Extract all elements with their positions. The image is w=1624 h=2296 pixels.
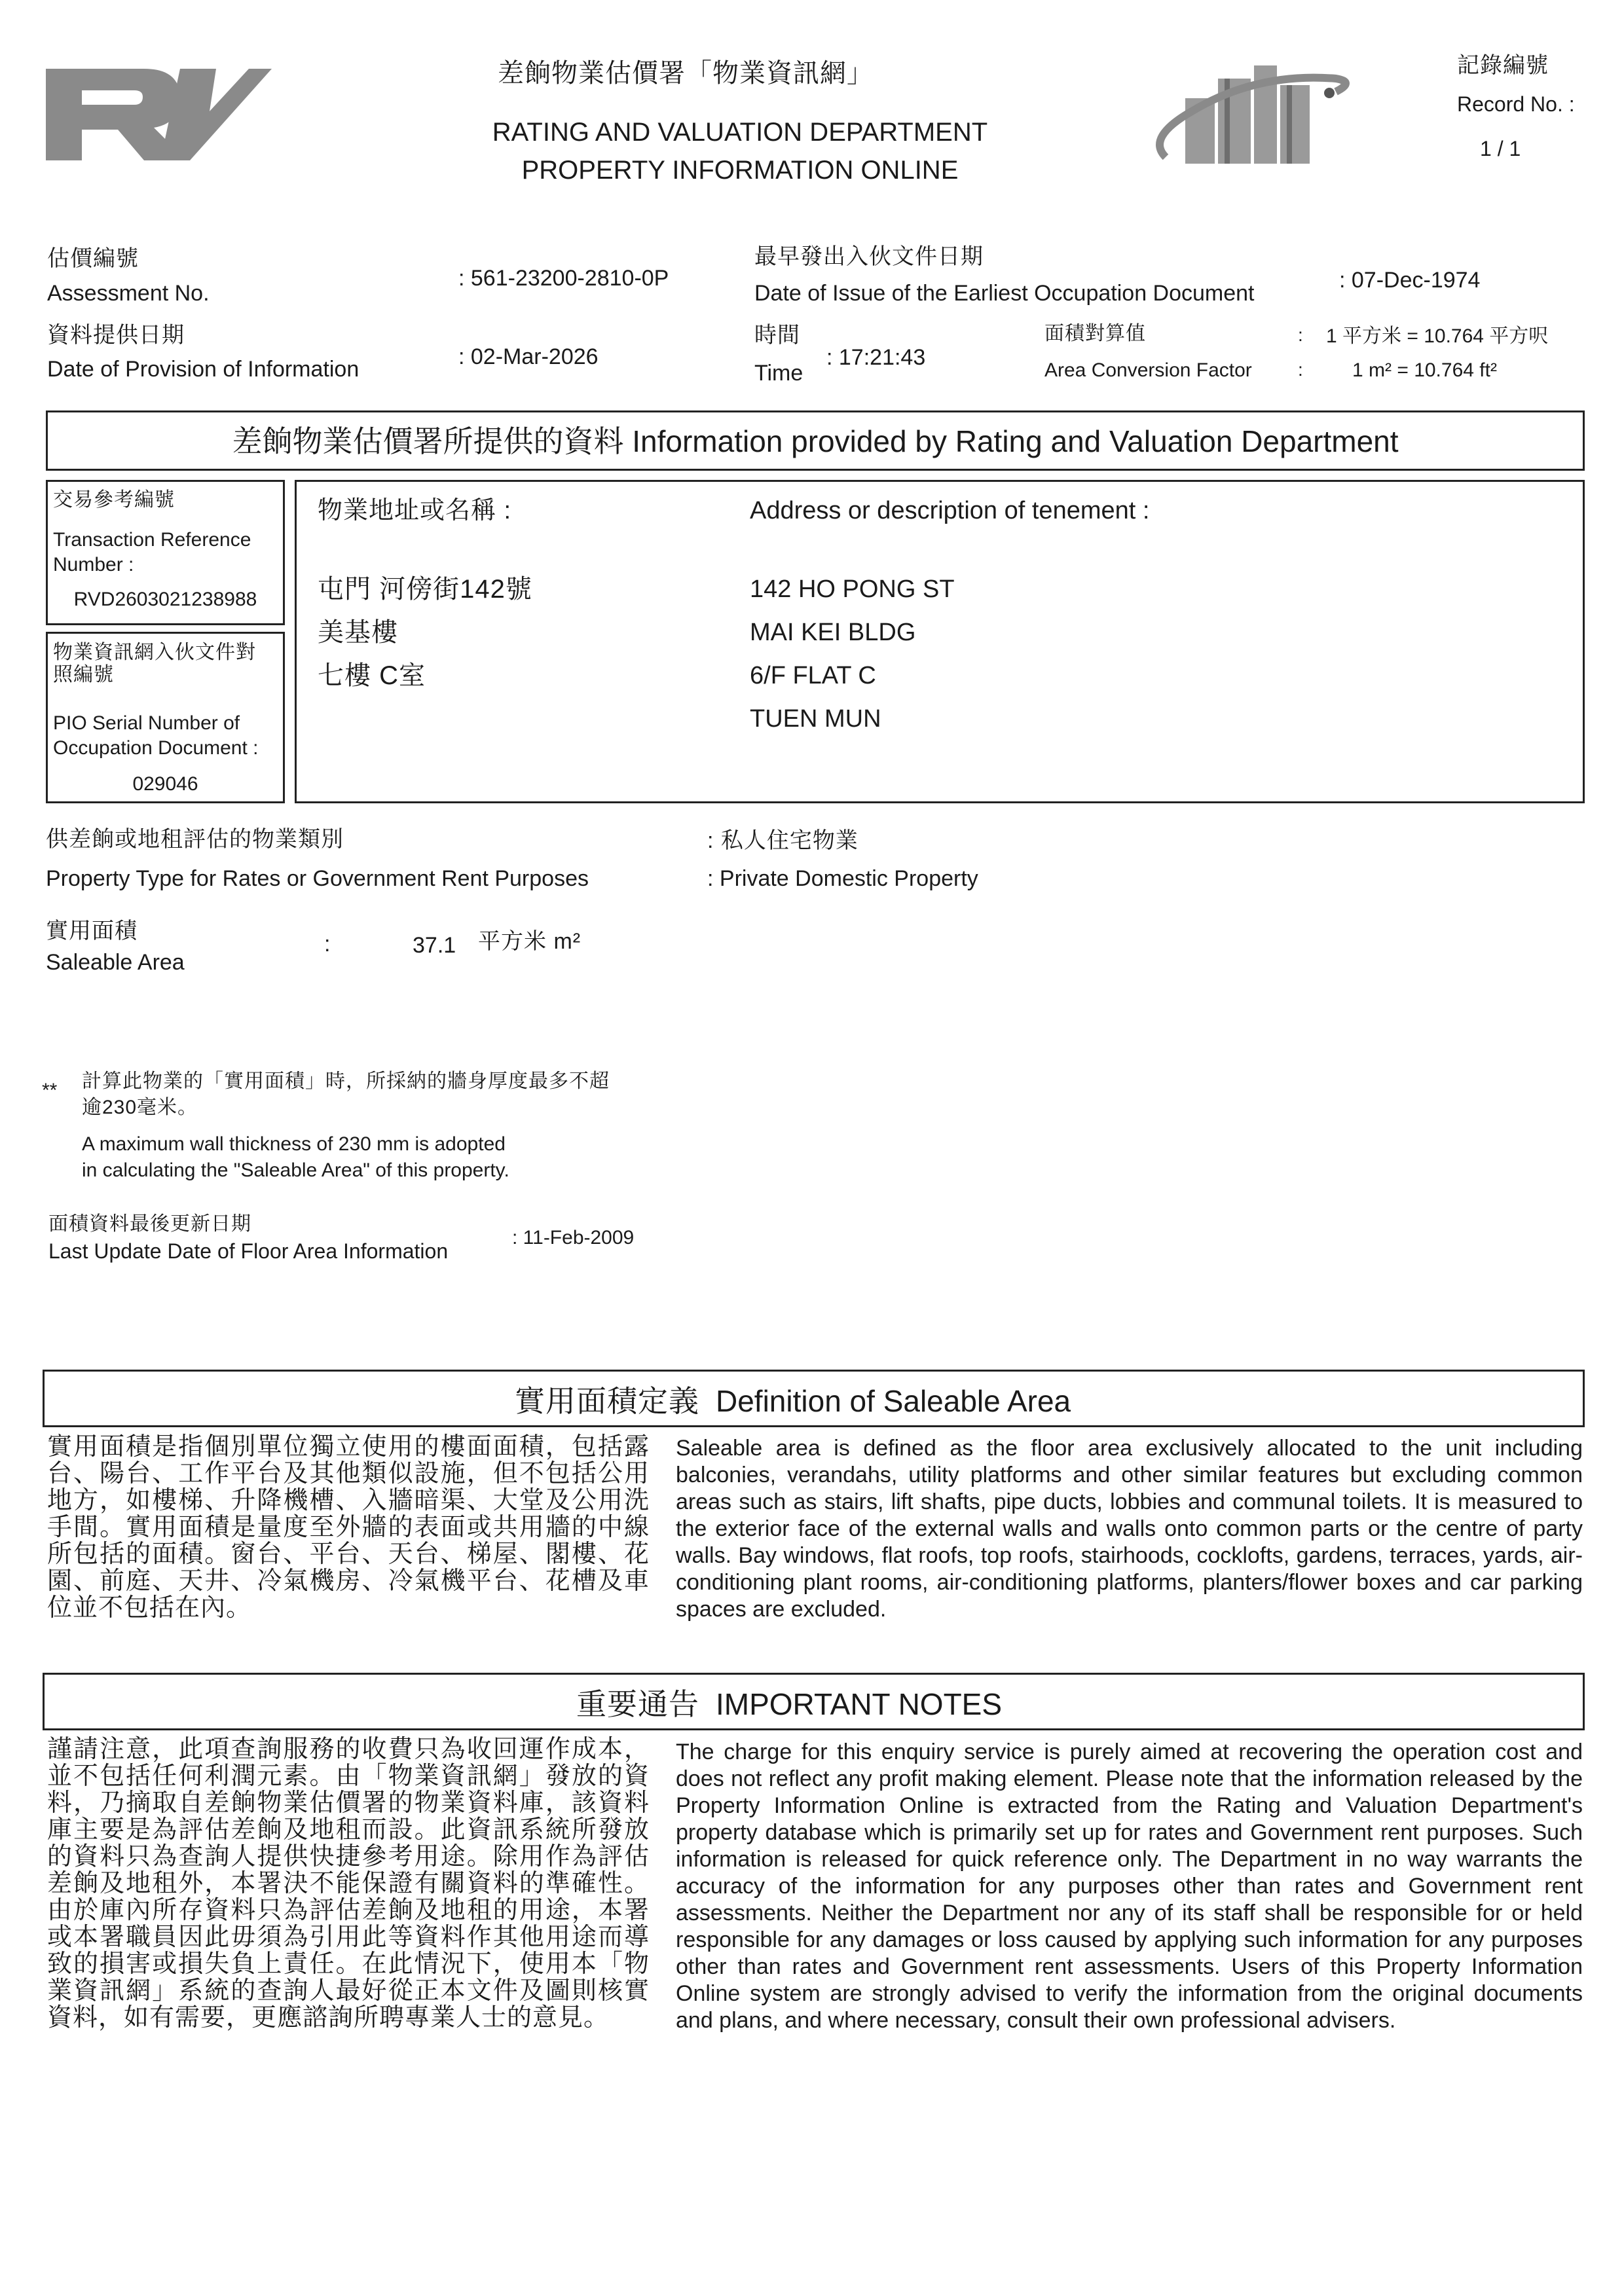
property-type-value-en: : Private Domestic Property [707,866,978,891]
saleable-area-label-zh: 實用面積 [46,919,138,943]
header-title-en-2: PROPERTY INFORMATION ONLINE [521,156,959,185]
provision-value: : 02-Mar-2026 [458,344,599,369]
record-label-en: Record No. : [1457,92,1575,116]
time-label-zh: 時間 [754,323,800,348]
address-en-line-3: 6/F FLAT C [750,662,876,689]
definition-title-en: Definition of Saleable Area [716,1384,1071,1418]
address-box [295,480,1585,803]
last-update-value: : 11-Feb-2009 [512,1227,635,1248]
property-type-label-en: Property Type for Rates or Government Rent Purposes [46,866,589,891]
occupation-label-zh: 最早發出入伙文件日期 [754,244,984,269]
saleable-area-label-en: Saleable Area [46,950,185,975]
record-value: 1 / 1 [1480,137,1521,160]
assessment-value: : 561-23200-2810-0P [458,266,669,291]
trn-label-zh: 交易參考編號 [53,489,175,511]
important-notes-title-en: IMPORTANT NOTES [716,1687,1003,1721]
assessment-label-en: Assessment No. [47,281,210,306]
occupation-value: : 07-Dec-1974 [1339,268,1481,293]
pio-label-zh: 物業資訊網入伙文件對照編號 [53,642,256,685]
saleable-area-unit: 平方米 m² [478,929,581,954]
definition-body-zh: 實用面積是指個別單位獨立使用的樓面面積，包括露台、陽台、工作平台及其他類似設施，但不包括公用地方，如樓梯、升降機槽、入牆暗渠、大堂及公用洗手間。實用面積是量度至外牆的表面或共用牆的中線所包括的面積。窗台、平台、天台、梯屋、閣樓、花園、前庭、天井、冷氣機房、冷氣機平台、花槽及車位並不包括在內。 [47,1433,650,1622]
wall-thickness-note-en-2: in calculating the "Saleable Area" of this property. [82,1159,509,1181]
definition-title-zh: 實用面積定義 [515,1384,699,1418]
pio-label-en: PIO Serial Number of Occupation Document : [53,712,259,759]
pio-value: 029046 [132,773,198,795]
provision-label-zh: 資料提供日期 [47,323,185,348]
saleable-area-colon: : [324,932,331,957]
note-stars: ** [42,1080,58,1101]
address-zh-line-2: 美基樓 [318,618,398,647]
section-rvd-title: 差餉物業估價署所提供的資料 Information provided by Rating and Valuation Department [232,424,1399,458]
header-title-en-1: RATING AND VALUATION DEPARTMENT [492,118,988,147]
address-zh-line-3: 七樓 C室 [318,661,426,690]
wall-thickness-note-en-1: A maximum wall thickness of 230 mm is adopted [82,1133,506,1155]
definition-body-en: Saleable area is defined as the floor area exclusively allocated to the unit including balconies, verandahs, utility platforms and other similar features but excluding common areas such as stairs, lift shafts, pipe ducts, lobbies and communal toilets. It is measured to the exterior face of the external walls and walls onto common parts or the centre of party walls. Bay windows, flat roofs, top roofs, stairhoods, cocklofts, gardens, terraces, yards, air-conditioning plant rooms, air-conditioning platforms, planters/flower boxes and car parking spaces are excluded. [676,1436,1583,1622]
definition-header [43,1370,1585,1427]
record-label-zh: 記錄編號 [1457,53,1549,78]
important-notes-header [43,1673,1585,1730]
trn-label-en: Transaction Reference Number : [53,529,251,575]
important-notes-body-zh: 謹請注意，此項查詢服務的收費只為收回運作成本，並不包括任何利潤元素。由「物業資訊網」發放的資料，乃摘取自差餉物業估價署的物業資料庫，該資料庫主要是為評估差餉及地租而設。此資訊系統所發放的資料只為查詢人提供快捷參考用途。除用作為評估差餉及地租外，本署決不能保證有關資料的準確性。由於庫內所存資料只為評估差餉及地租的用途，本署或本署職員因此毋須為引用此等資料作其他用途而導致的損害或損失負上責任。在此情況下，使用本「物業資訊網」系統的查詢人最好從正本文件及圖則核實資料，如有需要，更應諮詢所聘專業人士的意見。 [47,1736,650,2032]
time-label-en: Time [754,361,803,386]
important-notes-title-zh: 重要通告 [576,1687,699,1721]
address-en-line-1: 142 HO PONG ST [750,575,955,603]
header-title-zh: 差餉物業估價署「物業資訊網」 [498,59,874,88]
trn-value: RVD2603021238988 [73,589,257,610]
area-conversion-label-en: Area Conversion Factor [1044,359,1252,381]
area-conversion-colon-2: : [1298,359,1303,380]
address-label-zh: 物業地址或名稱 : [318,497,512,524]
section-rvd-header [46,410,1585,471]
area-conversion-value-zh: 1 平方米 = 10.764 平方呎 [1326,325,1549,347]
area-conversion-value-en: 1 m² = 10.764 ft² [1352,359,1497,381]
property-type-label-zh: 供差餉或地租評估的物業類別 [46,827,344,852]
address-en-line-4: TUEN MUN [750,705,881,733]
wall-thickness-note-zh: 計算此物業的「實用面積」時，所採納的牆身厚度最多不超逾230毫米。 [82,1070,610,1118]
last-update-label-en: Last Update Date of Floor Area Information [48,1239,449,1263]
rv-logo [46,65,275,164]
important-notes-body-en: The charge for this enquiry service is purely aimed at recovering the operation cost and does not reflect any profit making element. Please note that the information released by the Property Information Online is extracted from the Rating and Valuation Department's property database which is primarily set up for rates and Government rent purposes. Such information is released for quick reference only. The Department in no way warrants the accuracy of the information for any purposes other than rates and Government rent assessments. Neither the Department nor any of its staff shall be responsible for or held responsible for any damages or loss caused by applying such information for any purposes other than rates and Government rent assessments. Users of this Property Information Online system are strongly advised to verify the information from the original documents and plans, and where necessary, consult their own professional advisers. [676,1740,1583,2033]
address-zh-line-1: 屯門 河傍街142號 [318,575,532,604]
provision-label-en: Date of Provision of Information [47,357,360,382]
transaction-ref-box [46,480,285,625]
address-label-en: Address or description of tenement : [750,497,1150,524]
pio-buildings-logo [1139,52,1375,170]
pio-serial-box [46,632,285,803]
last-update-label-zh: 面積資料最後更新日期 [48,1213,251,1235]
area-conversion-label-zh: 面積對算值 [1044,323,1146,344]
address-en-line-2: MAI KEI BLDG [750,619,916,646]
assessment-label-zh: 估價編號 [47,246,139,271]
area-conversion-colon: : [1298,325,1303,345]
occupation-label-en: Date of Issue of the Earliest Occupation Document [754,281,1255,306]
time-value: : 17:21:43 [826,345,926,370]
property-type-value-zh: : 私人住宅物業 [707,828,858,853]
saleable-area-value: 37.1 [413,933,456,958]
